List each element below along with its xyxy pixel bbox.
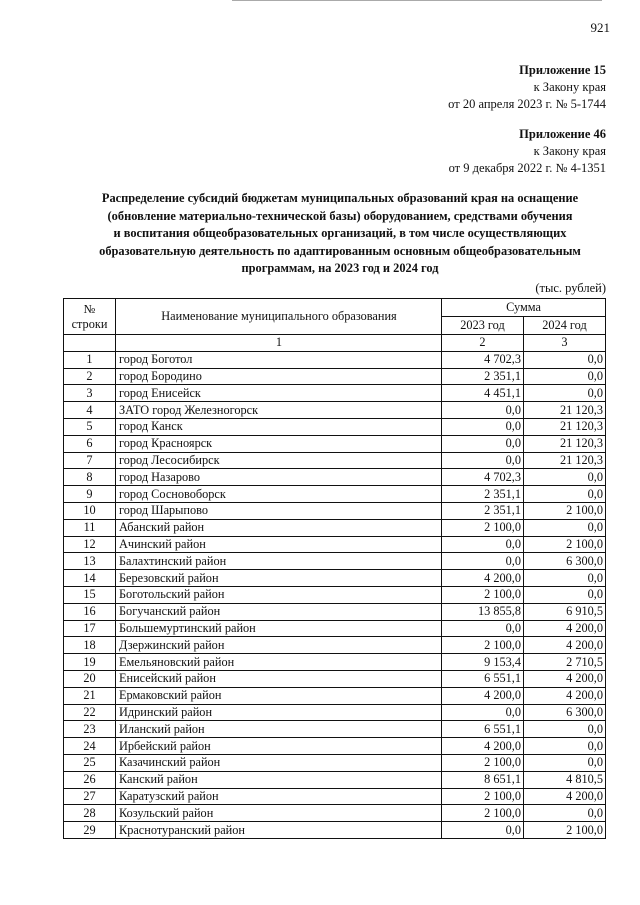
municipality-name: город Шарыпово (116, 502, 442, 519)
value-2024: 21 120,3 (524, 418, 606, 435)
table-row (64, 435, 606, 452)
value-2023: 6 551,1 (442, 670, 524, 687)
title-line: (обновление материально-технической базы) оборудованием, средствами обучения (107, 208, 573, 223)
value-2023: 2 351,1 (442, 486, 524, 503)
municipality-name: Балахтинский район (116, 553, 442, 570)
value-2024: 4 200,0 (524, 670, 606, 687)
municipality-name: город Канск (116, 418, 442, 435)
table-row (64, 586, 606, 603)
column-number-3: 3 (524, 335, 606, 352)
value-2024: 4 810,5 (524, 771, 606, 788)
value-2023: 2 100,0 (442, 519, 524, 536)
value-2023: 4 702,3 (442, 469, 524, 486)
subsidy-table (63, 298, 606, 839)
municipality-name: Дзержинский район (116, 637, 442, 654)
table-row (64, 721, 606, 738)
municipality-name: Козульский район (116, 805, 442, 822)
row-number: 1 (64, 351, 116, 368)
row-number: 16 (64, 603, 116, 620)
municipality-name: город Бородино (116, 368, 442, 385)
table-row (64, 385, 606, 402)
row-number: 17 (64, 620, 116, 637)
table-row (64, 418, 606, 435)
table-row (64, 502, 606, 519)
table-row (64, 687, 606, 704)
value-2023: 2 100,0 (442, 754, 524, 771)
value-2023: 2 100,0 (442, 637, 524, 654)
row-number: 21 (64, 687, 116, 704)
table-row (64, 603, 606, 620)
appendix-title: Приложение 15 (519, 63, 606, 77)
value-2024: 0,0 (524, 738, 606, 755)
table-row (64, 704, 606, 721)
row-number: 29 (64, 822, 116, 839)
value-2023: 2 100,0 (442, 805, 524, 822)
value-2023: 0,0 (442, 704, 524, 721)
title-line: Распределение субсидий бюджетам муниципальных образований края на оснащение (101, 191, 579, 205)
row-number: 14 (64, 570, 116, 587)
table-row (64, 469, 606, 486)
value-2024: 0,0 (524, 351, 606, 368)
header-num-symbol: № (83, 301, 96, 316)
value-2024: 6 300,0 (524, 704, 606, 721)
value-2023: 0,0 (442, 822, 524, 839)
table-row (64, 637, 606, 654)
table-row (64, 486, 606, 503)
municipality-name: Казачинский район (116, 754, 442, 771)
municipality-name: город Лесосибирск (116, 452, 442, 469)
municipality-name: Каратузский район (116, 788, 442, 805)
value-2023: 9 153,4 (442, 654, 524, 671)
value-2024: 0,0 (524, 519, 606, 536)
header-sum: Сумма (442, 299, 606, 317)
value-2023: 4 451,1 (442, 385, 524, 402)
value-2024: 21 120,3 (524, 435, 606, 452)
value-2024: 2 710,5 (524, 654, 606, 671)
municipality-name: ЗАТО город Железногорск (116, 402, 442, 419)
table-row (64, 570, 606, 587)
municipality-name: город Назарово (116, 469, 442, 486)
row-number: 4 (64, 402, 116, 419)
value-2024: 21 120,3 (524, 402, 606, 419)
value-2024: 4 200,0 (524, 620, 606, 637)
value-2024: 0,0 (524, 368, 606, 385)
value-2024: 0,0 (524, 586, 606, 603)
table-row (64, 402, 606, 419)
appendix-line: от 9 декабря 2022 г. № 4-1351 (448, 161, 606, 175)
value-2024: 4 200,0 (524, 788, 606, 805)
row-number: 18 (64, 637, 116, 654)
value-2024: 2 100,0 (524, 822, 606, 839)
value-2023: 2 351,1 (442, 502, 524, 519)
value-2024: 6 910,5 (524, 603, 606, 620)
column-number-1: 1 (116, 335, 442, 352)
row-number: 11 (64, 519, 116, 536)
value-2024: 0,0 (524, 570, 606, 587)
table-row (64, 771, 606, 788)
value-2023: 6 551,1 (442, 721, 524, 738)
value-2023: 2 351,1 (442, 368, 524, 385)
header-num-label: строки (71, 316, 108, 331)
value-2024: 2 100,0 (524, 536, 606, 553)
municipality-name: Канский район (116, 771, 442, 788)
table-row (64, 738, 606, 755)
document-title (70, 190, 610, 278)
municipality-name: Большемуртинский район (116, 620, 442, 637)
value-2023: 0,0 (442, 402, 524, 419)
value-2023: 0,0 (442, 620, 524, 637)
value-2024: 0,0 (524, 486, 606, 503)
municipality-name: Боготольский район (116, 586, 442, 603)
municipality-name: город Енисейск (116, 385, 442, 402)
row-number: 5 (64, 418, 116, 435)
table-row (64, 654, 606, 671)
row-number: 28 (64, 805, 116, 822)
value-2024: 0,0 (524, 469, 606, 486)
value-2024: 6 300,0 (524, 553, 606, 570)
table-row (64, 620, 606, 637)
value-2023: 8 651,1 (442, 771, 524, 788)
value-2023: 0,0 (442, 418, 524, 435)
row-number: 24 (64, 738, 116, 755)
municipality-name: город Сосновоборск (116, 486, 442, 503)
top-rule (232, 0, 602, 1)
municipality-name: Ачинский район (116, 536, 442, 553)
municipality-name: Богучанский район (116, 603, 442, 620)
table-row (64, 536, 606, 553)
value-2023: 0,0 (442, 435, 524, 452)
header-2024: 2024 год (524, 317, 606, 335)
row-number: 13 (64, 553, 116, 570)
table-row (64, 368, 606, 385)
value-2023: 4 200,0 (442, 687, 524, 704)
value-2023: 13 855,8 (442, 603, 524, 620)
value-2024: 4 200,0 (524, 687, 606, 704)
table-row (64, 553, 606, 570)
table-row (64, 788, 606, 805)
row-number: 19 (64, 654, 116, 671)
table-row (64, 452, 606, 469)
table-body (64, 351, 606, 838)
table-row (64, 754, 606, 771)
value-2024: 0,0 (524, 754, 606, 771)
municipality-name: Ермаковский район (116, 687, 442, 704)
appendix-15-header (448, 62, 606, 113)
row-number: 2 (64, 368, 116, 385)
units-label: (тыс. рублей) (535, 281, 606, 295)
value-2024: 4 200,0 (524, 637, 606, 654)
page-number: 921 (590, 20, 610, 35)
value-2023: 2 100,0 (442, 586, 524, 603)
header-2023: 2023 год (442, 317, 524, 335)
table-row (64, 805, 606, 822)
municipality-name: город Боготол (116, 351, 442, 368)
value-2024: 2 100,0 (524, 502, 606, 519)
appendix-46-header (449, 126, 606, 177)
title-line: и воспитания общеобразовательных организаций, в том числе осуществляющих (113, 226, 567, 240)
appendix-line: к Закону края (533, 80, 606, 94)
value-2024: 21 120,3 (524, 452, 606, 469)
row-number: 6 (64, 435, 116, 452)
row-number: 23 (64, 721, 116, 738)
appendix-line: от 20 апреля 2023 г. № 5-1744 (448, 97, 606, 111)
municipality-name: Ирбейский район (116, 738, 442, 755)
header-municipality-name: Наименование муниципального образования (116, 299, 442, 335)
row-number: 9 (64, 486, 116, 503)
municipality-name: город Красноярск (116, 435, 442, 452)
municipality-name: Абанский район (116, 519, 442, 536)
row-number: 8 (64, 469, 116, 486)
value-2024: 0,0 (524, 805, 606, 822)
table-row (64, 351, 606, 368)
row-number: 22 (64, 704, 116, 721)
value-2023: 2 100,0 (442, 788, 524, 805)
row-number: 3 (64, 385, 116, 402)
value-2023: 0,0 (442, 536, 524, 553)
value-2023: 0,0 (442, 452, 524, 469)
row-number: 7 (64, 452, 116, 469)
municipality-name: Емельяновский район (116, 654, 442, 671)
value-2023: 4 702,3 (442, 351, 524, 368)
title-line: программам, на 2023 год и 2024 год (241, 261, 439, 275)
row-number: 27 (64, 788, 116, 805)
appendix-line: к Закону края (533, 144, 606, 158)
row-number: 10 (64, 502, 116, 519)
value-2023: 4 200,0 (442, 570, 524, 587)
row-number: 20 (64, 670, 116, 687)
value-2024: 0,0 (524, 721, 606, 738)
value-2024: 0,0 (524, 385, 606, 402)
appendix-title: Приложение 46 (519, 127, 606, 141)
title-line: образовательную деятельность по адаптированным основным общеобразовательным (99, 243, 581, 258)
row-number: 26 (64, 771, 116, 788)
municipality-name: Идринский район (116, 704, 442, 721)
row-number: 12 (64, 536, 116, 553)
header-row-number (64, 299, 116, 335)
column-number-2: 2 (442, 335, 524, 352)
column-number-blank (64, 335, 116, 352)
value-2023: 0,0 (442, 553, 524, 570)
table-row (64, 519, 606, 536)
municipality-name: Иланский район (116, 721, 442, 738)
municipality-name: Березовский район (116, 570, 442, 587)
municipality-name: Краснотуранский район (116, 822, 442, 839)
table-row (64, 670, 606, 687)
municipality-name: Енисейский район (116, 670, 442, 687)
value-2023: 4 200,0 (442, 738, 524, 755)
row-number: 25 (64, 754, 116, 771)
row-number: 15 (64, 586, 116, 603)
table-row (64, 822, 606, 839)
